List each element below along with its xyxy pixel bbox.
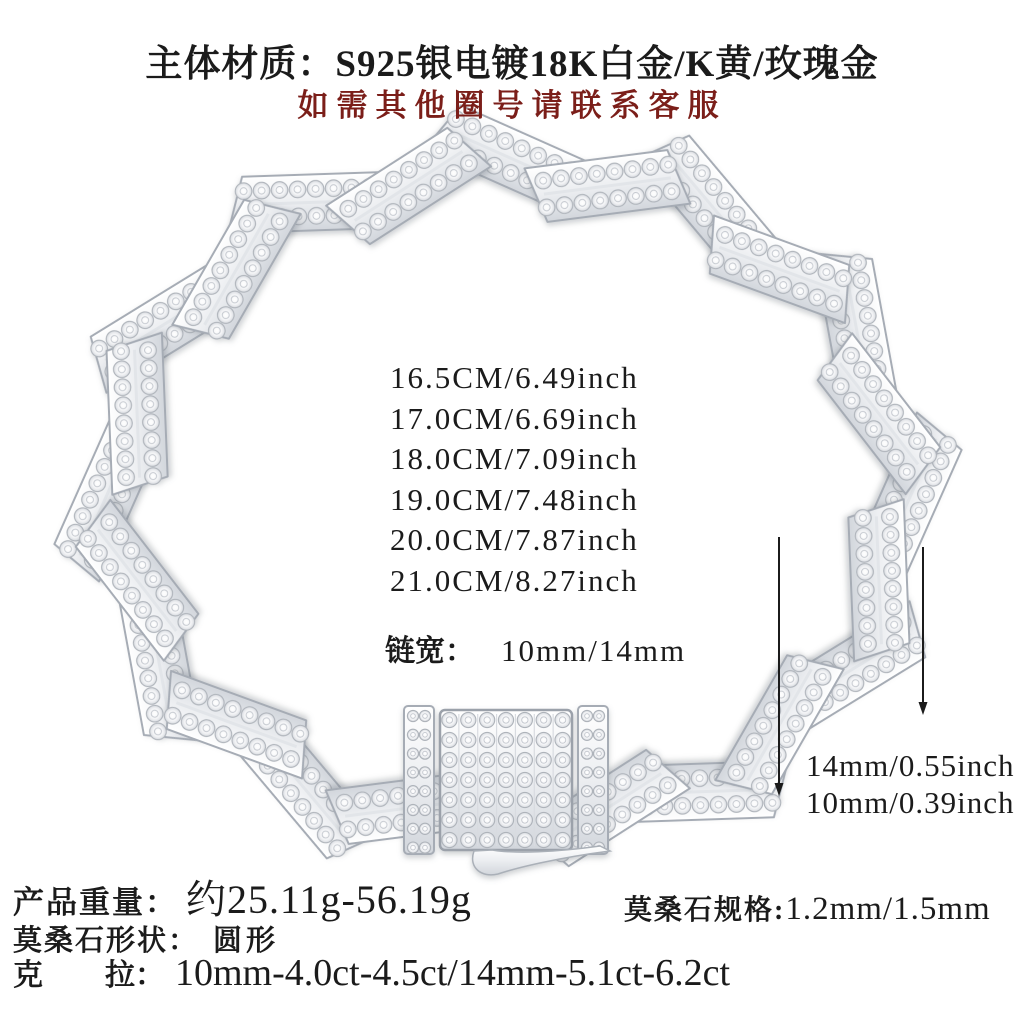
stone-shape-value: 圆形 (213, 925, 280, 957)
chain-link (152, 671, 322, 779)
size-list (390, 358, 639, 601)
size-option: 17.0CM/6.69inch (390, 400, 639, 436)
width-callout-large: 14mm/0.55inch (806, 748, 1015, 783)
chain-width-value: 10mm/14mm (501, 633, 687, 668)
size-option: 19.0CM/7.48inch (390, 481, 639, 517)
chain-link (695, 216, 865, 324)
chain-link (106, 333, 168, 495)
weight-label: 产品重量： (13, 885, 178, 920)
size-option: 21.0CM/8.27inch (390, 562, 639, 598)
weight-value: 约25.11g-56.19g (186, 877, 472, 922)
carat-value: 10mm-4.0ct-4.5ct/14mm-5.1ct-6.2ct (175, 952, 731, 994)
chain-width-row (385, 626, 686, 670)
size-option: 18.0CM/7.09inch (390, 441, 639, 476)
carat-label-left: 克 (13, 959, 43, 992)
carat-label-right: 拉： (105, 959, 165, 992)
chain-link (848, 499, 910, 661)
size-option: 16.5CM/6.49inch (390, 360, 639, 395)
spec-carat-row (13, 950, 730, 995)
width-callout (806, 748, 1014, 821)
stone-size-value: 1.2mm/1.5mm (785, 891, 991, 927)
material-title: 主体材质：S925银电镀18K白金/K黄/玫瑰金 (145, 44, 879, 85)
spec-stone-size-row (624, 888, 991, 928)
spec-weight-row (13, 868, 472, 925)
width-callout-small: 10mm/0.39inch (806, 784, 1015, 820)
clasp-box (404, 706, 610, 875)
stone-size-label: 莫桑石规格: (624, 895, 786, 926)
size-option: 20.0CM/7.87inch (390, 522, 639, 557)
chain-width-label: 链宽： (385, 635, 475, 668)
service-note: 如需其他圈号请联系客服 (297, 88, 727, 123)
stone-shape-label: 莫桑石形状： (13, 925, 200, 957)
